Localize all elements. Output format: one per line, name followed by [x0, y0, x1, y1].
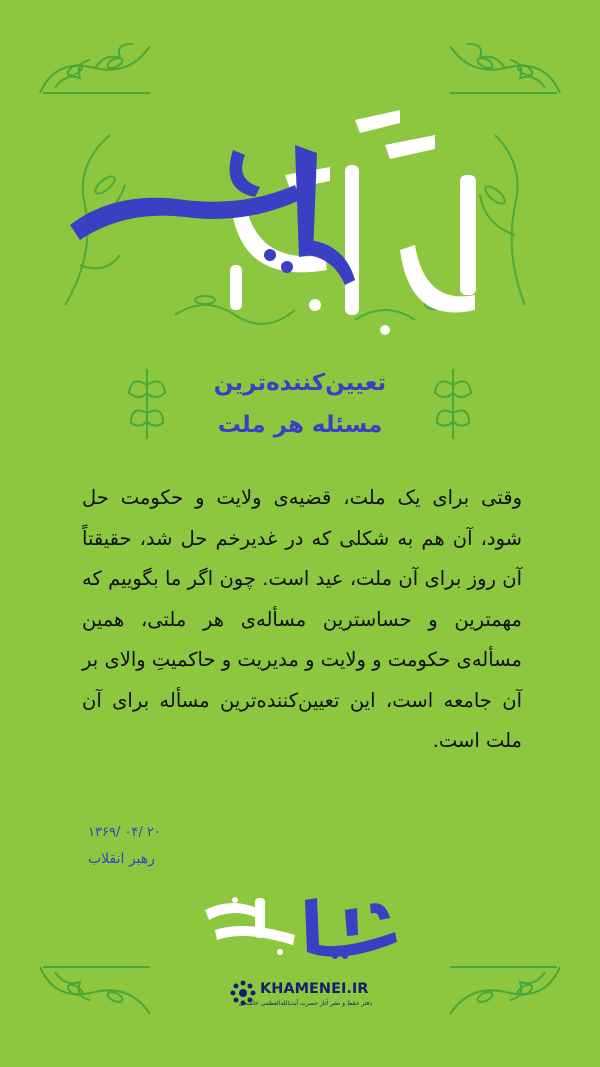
floral-corner-icon: [445, 38, 565, 98]
subtitle-line-2: مسئله هر ملت: [217, 412, 383, 438]
quote-date: ۱۳۶۹/ ۰۴/ ۲۰: [88, 825, 161, 840]
floral-corner-icon: [35, 38, 155, 98]
logo-name: KHAMENEI.IR: [260, 981, 369, 997]
floral-corner-icon: [445, 962, 565, 1022]
quote-source: رهبر انقلاب: [88, 851, 155, 867]
event-title-calligraphy: [195, 890, 405, 960]
site-logo: [230, 978, 370, 1018]
subtitle-line-1: تعیین‌کننده‌ترین: [213, 370, 387, 396]
floral-corner-icon: [35, 962, 155, 1022]
quote-text: وقتی برای یک ملت، قضیه‌ی ولایت و حکومت حل شود، آن هم به شکلی که در غدیرخم حل شد، حقیقتاً آن روز برای آن ملت، عید است. چون اگر ما بگوییم که مهمترین و حساسترین مسأله‌ی هر ملتی، همین مسأله‌ی حکومت و ولایت و مدیریت و حاکمیتِ والای بر آن جامعه است، این تعیین‌کننده‌ترین مسأله برای آن ملت است.: [82, 486, 522, 752]
logo-tagline: دفتر حفظ و نشر آثار حضرت آیت‌الله‌العظمی خامنه‌ای: [238, 1000, 372, 1007]
heading-calligraphy: [55, 105, 545, 335]
